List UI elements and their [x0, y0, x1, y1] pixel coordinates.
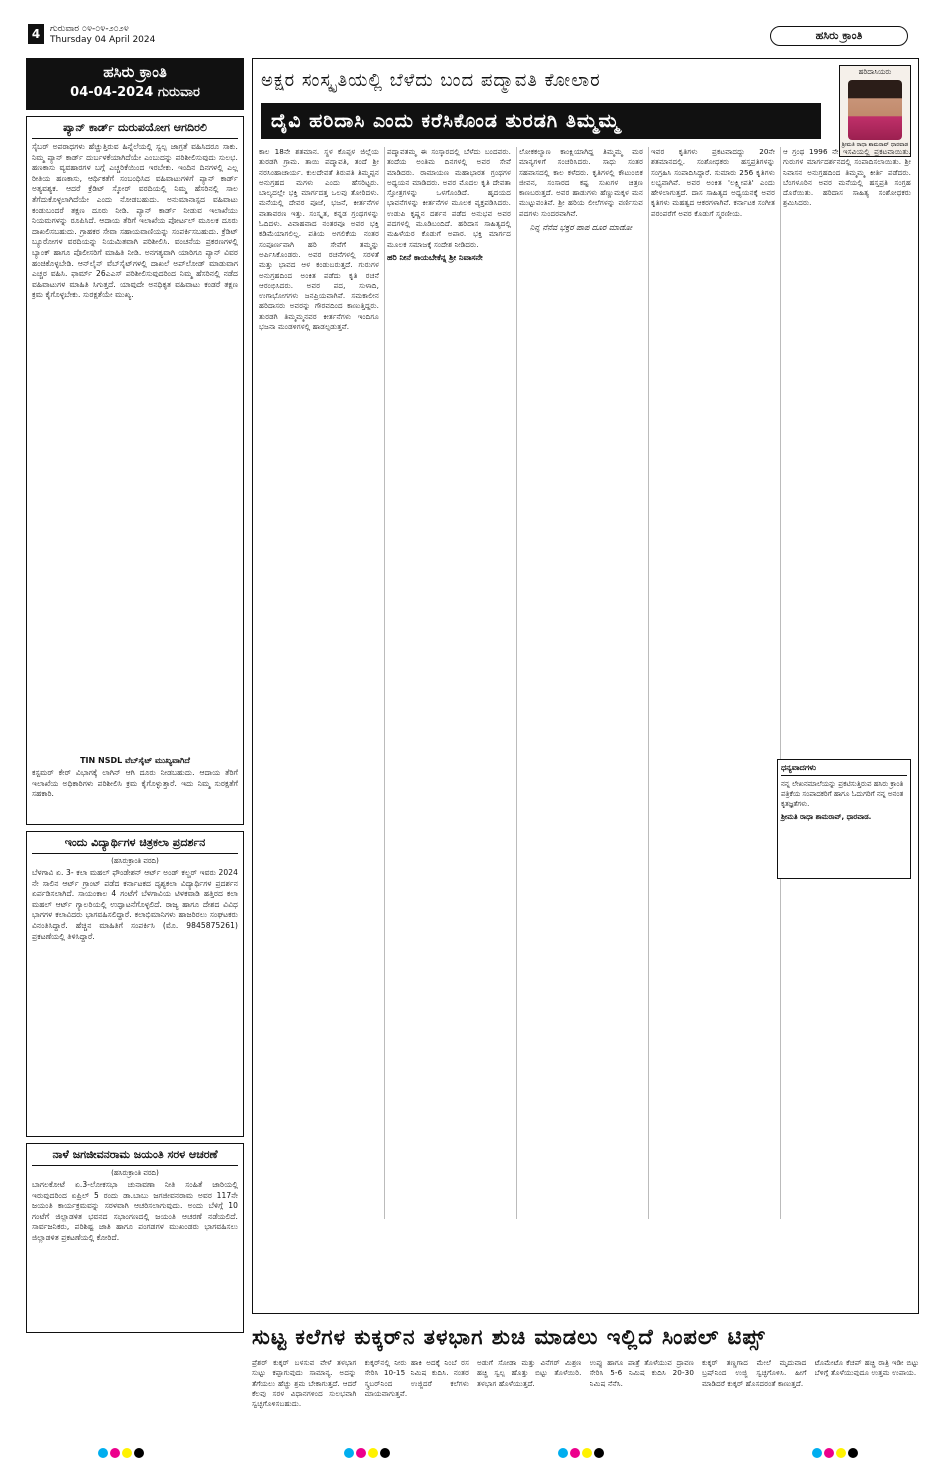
cyan-dot: [558, 1448, 568, 1458]
cyan-dot: [344, 1448, 354, 1458]
column-text: ಲೋಕಕಲ್ಯಾಣ ಕಾಂಕ್ಷಿಯಾಗಿದ್ದ ತಿಮ್ಮಮ್ಮ ಮಠ ಮಾನ್ಯಗಳಿಗೆ ಸಂಚರಿಸಿದರು. ಸಾಧು ಸಂತರ ಸಹವಾಸದಲ್ಲಿ ಕಾಲ ಕಳೆದರು. ಕೃತಿಗಳಲ್ಲಿ ಕೌಟುಂಬಿಕ ಜೀವನ, ಸಂಸಾರದ ಕಷ್ಟ ಸುಖಗಳ ಚಿತ್ರಣ ಕಾಣಬರುತ್ತದೆ. ಅವರ ಹಾಡುಗಳು ಹೆಣ್ಣುಮಕ್ಕಳ ಮನ ಮುಟ್ಟುವಂತಿವೆ. ಶ್ರೀ ಹರಿಯ ಲೀಲೆಗಳನ್ನು ವರ್ಣಿಸುವ ಪದಗಳು ಸುಂದರವಾಗಿವೆ.: [519, 147, 643, 218]
black-dot: [848, 1448, 858, 1458]
bottom-article: [252, 1320, 919, 1444]
thanks-title: ಧನ್ಯವಾದಗಳು: [781, 763, 907, 776]
story-subline: TIN NSDL ವೆಬ್‌ಸೈಟ್ ಮುಖ್ಯವಾಗಿದೆ: [80, 756, 190, 765]
registration-marks: [558, 1448, 604, 1458]
black-dot: [134, 1448, 144, 1458]
black-dot: [380, 1448, 390, 1458]
headline-main: ದೈವಿ ಹರಿದಾಸಿ ಎಂದು ಕರೆಸಿಕೊಂಡ ತುರಡಗಿ ತಿಮ್ಮಮ್ಮ: [261, 103, 821, 139]
story-body: ಸೈಬರ್ ಅಪರಾಧಗಳು ಹೆಚ್ಚುತ್ತಿರುವ ಹಿನ್ನೆಲೆಯಲ್ಲಿ ಸ್ವಲ್ಪ ಜಾಗ್ರತೆ ವಹಿಸಿದರೂ ಸಾಕು. ನಿಮ್ಮ ಪ್ಯಾನ್ ಕಾರ್ಡ್ ದುರ್ಬಳಕೆಯಾಗಿದೆಯೇ ಎಂಬುದನ್ನು ಪರಿಶೀಲಿಸುವುದು ಸುಲಭ. ಹಣಕಾಸು ವ್ಯವಹಾರಗಳ ಬಗ್ಗೆ ಎಚ್ಚರಿಕೆಯಿಂದ ಇರಬೇಕು. ಇಂದಿನ ದಿನಗಳಲ್ಲಿ ಎಲ್ಲ ರೀತಿಯ ಹಣಕಾಸು, ಆರ್ಥಿಕತೆಗೆ ಸಂಬಂಧಿಸಿದ ವಹಿವಾಟುಗಳಿಗೆ ಪ್ಯಾನ್ ಕಾರ್ಡ್ ಅತ್ಯವಶ್ಯಕ. ಆದರೆ ಕ್ರೆಡಿಟ್ ಸ್ಕೋರ್ ವರದಿಯಲ್ಲಿ ನಿಮ್ಮ ಹೆಸರಿನಲ್ಲಿ ಸಾಲ ತೆಗೆದುಕೊಳ್ಳಲಾಗಿದೆಯೇ ಎಂದು ನೋಡಬಹುದು. ಅನುಮಾನಾಸ್ಪದ ವಹಿವಾಟು ಕಂಡುಬಂದರೆ ತಕ್ಷಣ ದೂರು ನೀಡಿ. ಪ್ಯಾನ್ ಕಾರ್ಡ್ ನೀಡುವ ಇಲಾಖೆಯು ನಿಯಮಗಳನ್ನು ರೂಪಿಸಿದೆ. ಆದಾಯ ತೆರಿಗೆ ಇಲಾಖೆಯ ಪೋರ್ಟಲ್ ಮೂಲಕ ದೂರು ದಾಖಲಿಸಬಹುದು. ಗ್ರಾಹಕರ ಸೇವಾ ಸಹಾಯವಾಣಿಯನ್ನು ಸಂಪರ್ಕಿಸಬಹುದು. ಕ್ರೆಡಿಟ್ ಬ್ಯೂರೋಗಳ ವರದಿಯನ್ನು ನಿಯಮಿತವಾಗಿ ಪರಿಶೀಲಿಸಿ. ವಂಚನೆಯ ಪ್ರಕರಣಗಳಲ್ಲಿ ಬ್ಯಾಂಕ್ ಹಾಗೂ ಪೊಲೀಸರಿಗೆ ಮಾಹಿತಿ ನೀಡಿ. ಅನಗತ್ಯವಾಗಿ ಯಾರಿಗೂ ಪ್ಯಾನ್ ವಿವರ ಹಂಚಿಕೊಳ್ಳಬೇಡಿ. ಆನ್‌ಲೈನ್ ವೆಬ್‌ಸೈಟ್‌ಗಳಲ್ಲಿ ದಾಖಲೆ ಅಪ್‌ಲೋಡ್ ಮಾಡುವಾಗ ಎಚ್ಚರ ವಹಿಸಿ. ಫಾರ್ಮ್ 26ಎಎಸ್ ಪರಿಶೀಲಿಸುವುದರಿಂದ ನಿಮ್ಮ ಹೆಸರಿನಲ್ಲಿ ನಡೆದ ವಹಿವಾಟುಗಳ ಮಾಹಿತಿ ಸಿಗುತ್ತದೆ. ಯಾವುದೇ ಅನಧಿಕೃತ ವಹಿವಾಟು ಕಂಡರೆ ತಕ್ಷಣ ಕ್ರಮ ಕೈಗೊಳ್ಳಬೇಕು. ಸುರಕ್ಷತೆಯೇ ಮುಖ್ಯ.: [32, 142, 238, 300]
column-text: ಇವರ ಕೃತಿಗಳು ಪ್ರಕಟವಾದದ್ದು 20ನೇ ಶತಮಾನದಲ್ಲಿ. ಸಂಶೋಧಕರು ಹಸ್ತಪ್ರತಿಗಳನ್ನು ಸಂಗ್ರಹಿಸಿ ಸಂಪಾದಿಸಿದ್ದಾರೆ. ಸುಮಾರು 256 ಕೃತಿಗಳು ಲಭ್ಯವಾಗಿವೆ. ಅವರ ಅಂಕಿತ 'ಲಕ್ಷ್ಮೀಪತಿ' ಎಂದು ಹೇಳಲಾಗುತ್ತದೆ. ದಾಸ ಸಾಹಿತ್ಯದ ಅಧ್ಯಯನಕ್ಕೆ ಅವರ ಕೃತಿಗಳು ಮಹತ್ವದ ಆಕರಗಳಾಗಿವೆ. ಕರ್ನಾಟಕ ಸಂಗೀತ ಪರಂಪರೆಗೆ ಅವರ ಕೊಡುಗೆ ಸ್ಮರಣೀಯ.: [651, 147, 775, 218]
column-divider: [648, 147, 649, 1219]
thanks-author: ಶ್ರೀಮತಿ ರಾಧಾ ಶಾಮರಾವ್, ಧಾರವಾಡ.: [781, 813, 872, 821]
thanks-box: [777, 759, 911, 879]
story-kicker: (ಹಸಿರುಕ್ರಾಂತಿ ವರದಿ): [111, 857, 159, 865]
article-column-5: [783, 147, 911, 1219]
story-kicker: (ಹಸಿರುಕ್ರಾಂತಿ ವರದಿ): [111, 1169, 159, 1177]
bottom-paragraph: ಉಪ್ಪು ಹಾಗೂ ಪಾತ್ರೆ ತೊಳೆಯುವ ದ್ರಾವಣ ಸೇರಿಸಿ 5-6 ನಿಮಿಷ ಕುದಿಸಿ 20-30 ನಿಮಿಷ ನೆನೆಸಿ.: [589, 1358, 694, 1388]
main-article: [252, 58, 919, 1314]
bottom-paragraph: ಟೊಮೇಟೊ ಕೆಚಪ್ ಹಚ್ಚಿ ರಾತ್ರಿ ಇಡೀ ಬಿಟ್ಟು ಬೆಳಿಗ್ಗೆ ತೊಳೆಯುವುದೂ ಉತ್ತಮ ಉಪಾಯ.: [814, 1358, 919, 1378]
registration-marks: [812, 1448, 858, 1458]
banner-brand: ಹಸಿರು ಕ್ರಾಂತಿ: [103, 63, 167, 81]
article-column-3: [519, 147, 643, 1219]
thanks-body: ನನ್ನ ಲೇಖನಮಾಲೆಯನ್ನು ಪ್ರಕಟಿಸುತ್ತಿರುವ ಹಸಿರು ಕ್ರಾಂತಿ ಪತ್ರಿಕೆಯ ಸಂಪಾದಕರಿಗೆ ಹಾಗೂ ಓದುಗರಿಗೆ ನನ್ನ ಅನಂತ ಕೃತಜ್ಞತೆಗಳು.: [781, 780, 904, 808]
magenta-dot: [570, 1448, 580, 1458]
story-title: ಪ್ಯಾನ್ ಕಾರ್ಡ್ ದುರುಪಯೋಗ ಆಗದಿರಲಿ: [32, 121, 238, 139]
magenta-dot: [824, 1448, 834, 1458]
story-jayanti: [26, 1143, 244, 1333]
yellow-dot: [368, 1448, 378, 1458]
magenta-dot: [110, 1448, 120, 1458]
article-columns: [259, 147, 911, 1219]
page-number: 4: [28, 24, 44, 44]
story-art-exhibition: [26, 831, 244, 1137]
story-title: ಇಂದು ವಿದ್ಯಾರ್ಥಿಗಳ ಚಿತ್ರಕಲಾ ಪ್ರದರ್ಶನ: [32, 836, 238, 854]
article-column-4: [651, 147, 775, 1219]
column-text: ಆ ಗ್ರಂಥ 1996 ನೇ ಇಸವಿಯಲ್ಲಿ ಪ್ರಕಟವಾಯಿತು. ಗುರುಗಳ ಮಾರ್ಗದರ್ಶನದಲ್ಲಿ ಸಂಪಾದಿಸಲಾಯಿತು. ಶ್ರೀ ನಿವಾಸನ ಅನುಗ್ರಹದಿಂದ ತಿಮ್ಮಮ್ಮ ಕೀರ್ತಿ ಪಡೆದರು. ಬೆಂಗಳೂರಿನ ಅವರ ಮನೆಯಲ್ಲಿ ಹಸ್ತಪ್ರತಿ ಸಂಗ್ರಹ ದೊರೆಯಿತು. ಹರಿದಾಸ ಸಾಹಿತ್ಯ ಸಂಶೋಧಕರು ಶ್ರಮಿಸಿದರು.: [783, 147, 911, 208]
article-column-1: [259, 147, 379, 1219]
registration-marks: [344, 1448, 390, 1458]
bottom-paragraph: ಪ್ರೆಶರ್ ಕುಕ್ಕರ್ ಬಳಸುವ ವೇಳೆ ತಳಭಾಗ ಸುಟ್ಟು ಕಪ್ಪಾಗುವುದು ಸಾಮಾನ್ಯ. ಅದನ್ನು ತೆಗೆಯಲು ಹೆಚ್ಚು ಶ್ರಮ ಬೇಕಾಗುತ್ತದೆ. ಆದರೆ ಕೆಲವು ಸರಳ ವಿಧಾನಗಳಿಂದ ಸುಲಭವಾಗಿ ಸ್ವಚ್ಛಗೊಳಿಸಬಹುದು.: [252, 1358, 357, 1409]
page-header: [0, 0, 945, 52]
yellow-dot: [836, 1448, 846, 1458]
banner-date: 04-04-2024 ಗುರುವಾರ: [70, 85, 200, 100]
photo-caption: ಶ್ರೀಮತಿ ರಾಧಾ ಶಾಮರಾವ್ ಧಾರವಾಡ: [841, 142, 909, 148]
yellow-dot: [582, 1448, 592, 1458]
yellow-dot: [122, 1448, 132, 1458]
story-body: ಬೆಳಗಾವಿ ಏ. 3- ಕಲಾ ಮಹಲ್ ಫೌಂಡೇಶನ್ ಆರ್ಟ್ ಅಂಡ್ ಕಲ್ಚರ್ ಇವರು 2024 ನೇ ಸಾಲಿನ ಆರ್ಟ್ ಗ್ರಾಂಟ್ ಪಡೆದ ಕರ್ನಾಟಕದ ದೃಶ್ಯಕಲಾ ವಿದ್ಯಾರ್ಥಿಗಳ ಪ್ರದರ್ಶನ ಏರ್ಪಡಿಸಲಾಗಿದೆ. ಸಾಯಂಕಾಲ 4 ಗಂಟೆಗೆ ಬೆಳಗಾವಿಯ ಟಿಳಕವಾಡಿ ಹತ್ತಿರದ ಕಲಾ ಮಹಲ್ ಆರ್ಟ್ ಗ್ಯಾಲರಿಯಲ್ಲಿ ಉದ್ಘಾಟನೆಗೊಳ್ಳಲಿದೆ. ರಾಜ್ಯ ಹಾಗೂ ದೇಶದ ವಿವಿಧ ಭಾಗಗಳ ಕಲಾವಿದರು ಭಾಗವಹಿಸಲಿದ್ದಾರೆ. ಕಲಾಭಿಮಾನಿಗಳು ಹಾಜರಿರಲು ಸಂಘಟಕರು ವಿನಂತಿಸಿದ್ದಾರೆ. ಹೆಚ್ಚಿನ ಮಾಹಿತಿಗೆ ಸಂಪರ್ಕಿಸಿ (ಮೊ. 9845875261) ಪ್ರಕಟಣೆಯಲ್ಲಿ ತಿಳಿಸಿದ್ದಾರೆ.: [32, 868, 238, 941]
bottom-headline: ಸುಟ್ಟ ಕಲೆಗಳ ಕುಕ್ಕರ್‌ನ ತಳಭಾಗ ಶುಚಿ ಮಾಡಲು ಇಲ್ಲಿದೆ ಸಿಂಪಲ್ ಟಿಪ್ಸ್: [252, 1325, 766, 1349]
bottom-paragraph: ಕುಕ್ಕರ್‌ನಲ್ಲಿ ನೀರು ಹಾಕಿ ಅದಕ್ಕೆ ನಿಂಬೆ ರಸ ಸೇರಿಸಿ 10-15 ನಿಮಿಷ ಕುದಿಸಿ. ನಂತರ ಸ್ಕ್ರಬರ್‌ನಿಂದ ಉಜ್ಜಿದರೆ ಕಲೆಗಳು ಮಾಯವಾಗುತ್ತವೆ.: [364, 1358, 469, 1398]
column-divider: [780, 147, 781, 1219]
article-column-2: [387, 147, 511, 1219]
column-divider: [516, 147, 517, 1219]
portrait-image: [848, 80, 902, 140]
black-dot: [594, 1448, 604, 1458]
column-text: ಕಾಲ 18ನೇ ಶತಮಾನ. ಸ್ಥಳ ಕೊಪ್ಪಳ ಜಿಲ್ಲೆಯ ತುರಡಗಿ ಗ್ರಾಮ. ತಾಯಿ ಪದ್ಮಾವತಿ, ತಂದೆ ಶ್ರೀ ನರಸಿಂಹಾಚಾರ್ಯ. ಕುಲದೇವತೆ ತಿರುಪತಿ ತಿಮ್ಮಪ್ಪನ ಅನುಗ್ರಹದ ಮಗಳು ಎಂದು ಹೆಸರಿಟ್ಟರು. ಬಾಲ್ಯದಲ್ಲೇ ಭಕ್ತಿ ಮಾರ್ಗದತ್ತ ಒಲವು ತೋರಿದಳು. ಮನೆಯಲ್ಲಿ ದೇವರ ಪೂಜೆ, ಭಜನೆ, ಕೀರ್ತನೆಗಳ ವಾತಾವರಣ ಇತ್ತು. ಸಂಸ್ಕೃತ, ಕನ್ನಡ ಗ್ರಂಥಗಳನ್ನು ಓದಿದಳು. ವಿವಾಹವಾದ ನಂತರವೂ ಅವರ ಭಕ್ತಿ ಕಡಿಮೆಯಾಗಲಿಲ್ಲ. ಪತಿಯ ಅಗಲಿಕೆಯ ನಂತರ ಸಂಪೂರ್ಣವಾಗಿ ಹರಿ ಸೇವೆಗೆ ತಮ್ಮನ್ನು ಅರ್ಪಿಸಿಕೊಂಡರು. ಅವರ ರಚನೆಗಳಲ್ಲಿ ಸರಳತೆ ಮತ್ತು ಭಾವದ ಆಳ ಕಂಡುಬರುತ್ತದೆ. ಗುರುಗಳ ಅನುಗ್ರಹದಿಂದ ಅಂಕಿತ ಪಡೆದು ಕೃತಿ ರಚನೆ ಆರಂಭಿಸಿದರು. ಅವರ ಪದ, ಸುಳಾದಿ, ಉಗಾಭೋಗಗಳು ಜನಪ್ರಿಯವಾಗಿವೆ. ಸಮಕಾಲೀನ ಹರಿದಾಸರು ಅವರನ್ನು ಗೌರವದಿಂದ ಕಾಣುತ್ತಿದ್ದರು. ತುರಡಗಿ ತಿಮ್ಮಮ್ಮನವರ ಕೀರ್ತನೆಗಳು ಇಂದಿಗೂ ಭಜನಾ ಮಂಡಳಿಗಳಲ್ಲಿ ಹಾಡಲ್ಪಡುತ್ತವೆ.: [259, 147, 379, 332]
story-pan-card: [26, 116, 244, 825]
date-english: Thursday 04 April 2024: [50, 35, 156, 45]
story-body: ಬಾಗಲಕೋಟೆ ಏ.3-ಲೋಕಸಭಾ ಚುನಾವಣಾ ನೀತಿ ಸಂಹಿತೆ ಜಾರಿಯಲ್ಲಿ ಇರುವುದರಿಂದ ಏಪ್ರಿಲ್ 5 ರಂದು ಡಾ.ಬಾಬು ಜಗಜೀವನರಾಮ ಅವರ 117ನೇ ಜಯಂತಿ ಕಾರ್ಯಕ್ರಮವನ್ನು ಸರಳವಾಗಿ ಆಚರಿಸಲಾಗುವುದು. ಅಂದು ಬೆಳಿಗ್ಗೆ 10 ಗಂಟೆಗೆ ಜಿಲ್ಲಾಡಳಿತ ಭವನದ ಸಭಾಂಗಣದಲ್ಲಿ ಜಯಂತಿ ಆಚರಣೆ ನಡೆಯಲಿದೆ. ಸಾರ್ವಜನಿಕರು, ಪರಿಶಿಷ್ಟ ಜಾತಿ ಹಾಗೂ ಪಂಗಡಗಳ ಮುಖಂಡರು ಭಾಗವಹಿಸಲು ಜಿಲ್ಲಾಡಳಿತ ಪ್ರಕಟಣೆಯಲ್ಲಿ ಕೋರಿದೆ.: [32, 1180, 238, 1242]
bottom-paragraph: ಅಡುಗೆ ಸೋಡಾ ಮತ್ತು ವಿನೆಗರ್ ಮಿಶ್ರಣ ಹಚ್ಚಿ ಸ್ವಲ್ಪ ಹೊತ್ತು ಬಿಟ್ಟು ತೊಳೆಯಿರಿ. ತಳಭಾಗ ಹೊಳೆಯುತ್ತದೆ.: [477, 1358, 582, 1388]
bottom-columns: [252, 1358, 919, 1440]
headline-top: ಅಕ್ಷರ ಸಂಸ್ಕೃತಿಯಲ್ಲಿ ಬೆಳೆದು ಬಂದ ಪದ್ಮಾವತಿ ಕೋಲಾರ: [261, 70, 601, 91]
story-title: ನಾಳೆ ಜಗಜೀವನರಾಮ ಜಯಂತಿ ಸರಳ ಆಚರಣೆ: [32, 1148, 238, 1166]
column-text: ಪದ್ಮಾವತಮ್ಮ ಈ ಸಂಸ್ಕಾರದಲ್ಲಿ ಬೆಳೆದು ಬಂದವರು. ತಂದೆಯ ಅಂತಿಮ ದಿನಗಳಲ್ಲಿ ಅವರ ಸೇವೆ ಮಾಡಿದರು. ರಾಮಾಯಣ ಮಹಾಭಾರತ ಗ್ರಂಥಗಳ ಅಧ್ಯಯನ ಮಾಡಿದರು. ಅವರ ಮೊದಲ ಕೃತಿ ದೇವತಾ ಸ್ತೋತ್ರಗಳನ್ನು ಒಳಗೊಂಡಿದೆ. ಹೃದಯದ ಭಾವನೆಗಳನ್ನು ಕೀರ್ತನೆಗಳ ಮೂಲಕ ವ್ಯಕ್ತಪಡಿಸಿದರು. ಉಡುಪಿ ಕೃಷ್ಣನ ದರ್ಶನ ಪಡೆದ ಅನುಭವ ಅವರ ಪದಗಳಲ್ಲಿ ಮೂಡಿಬಂದಿದೆ. ಹರಿದಾಸ ಸಾಹಿತ್ಯದಲ್ಲಿ ಮಹಿಳೆಯರ ಕೊಡುಗೆ ಅಪಾರ. ಭಕ್ತಿ ಮಾರ್ಗದ ಮೂಲಕ ಸಮಾಜಕ್ಕೆ ಸಂದೇಶ ನೀಡಿದರು.: [387, 147, 511, 249]
cyan-dot: [812, 1448, 822, 1458]
date-kannada: ಗುರುವಾರ ೦೪-೦೪-೨೦೨೪: [50, 24, 129, 34]
column-quote: ನಿನ್ನ ನೆನೆವ ಭಕ್ತರ ಪಾಪ ದೂರ ಮಾಡೋ: [529, 223, 633, 233]
left-column: [26, 58, 244, 1443]
cyan-dot: [98, 1448, 108, 1458]
registration-marks: [98, 1448, 144, 1458]
photo-tag: ಹರಿದಾಸಿಯರು: [858, 68, 892, 76]
column-highlight: ಹರಿ ನೀನೆ ಕಾಯಬೇಕೆನ್ನ ಶ್ರೀ ನಿವಾಸನೇ: [387, 252, 483, 262]
bottom-paragraph: ಕುಕ್ಕರ್ ತಣ್ಣಗಾದ ಮೇಲೆ ಮೃದುವಾದ ಬ್ರಷ್‌ನಿಂದ ಉಜ್ಜಿ ಸ್ವಚ್ಛಗೊಳಿಸಿ. ಹೀಗೆ ಮಾಡಿದರೆ ಕುಕ್ಕರ್ ಹೊಸದರಂತೆ ಕಾಣುತ್ತದೆ.: [702, 1358, 807, 1388]
edition-banner: [26, 58, 244, 110]
author-photo: [839, 65, 911, 157]
column-divider: [384, 147, 385, 1219]
magenta-dot: [356, 1448, 366, 1458]
paper-name-tab: ಹಸಿರು ಕ್ರಾಂತಿ: [770, 26, 908, 46]
story-body-continued: ಕಸ್ಟಮರ್ ಕೇರ್ ವಿಭಾಗಕ್ಕೆ ಲಾಗಿನ್ ಆಗಿ ದೂರು ನೀಡಬಹುದು. ಆದಾಯ ತೆರಿಗೆ ಇಲಾಖೆಯ ಅಧಿಕಾರಿಗಳು ಪರಿಶೀಲಿಸಿ ಕ್ರಮ ಕೈಗೊಳ್ಳುತ್ತಾರೆ. ಇದು ನಿಮ್ಮ ಸುರಕ್ಷತೆಗೆ ಸಹಕಾರಿ.: [32, 768, 238, 799]
